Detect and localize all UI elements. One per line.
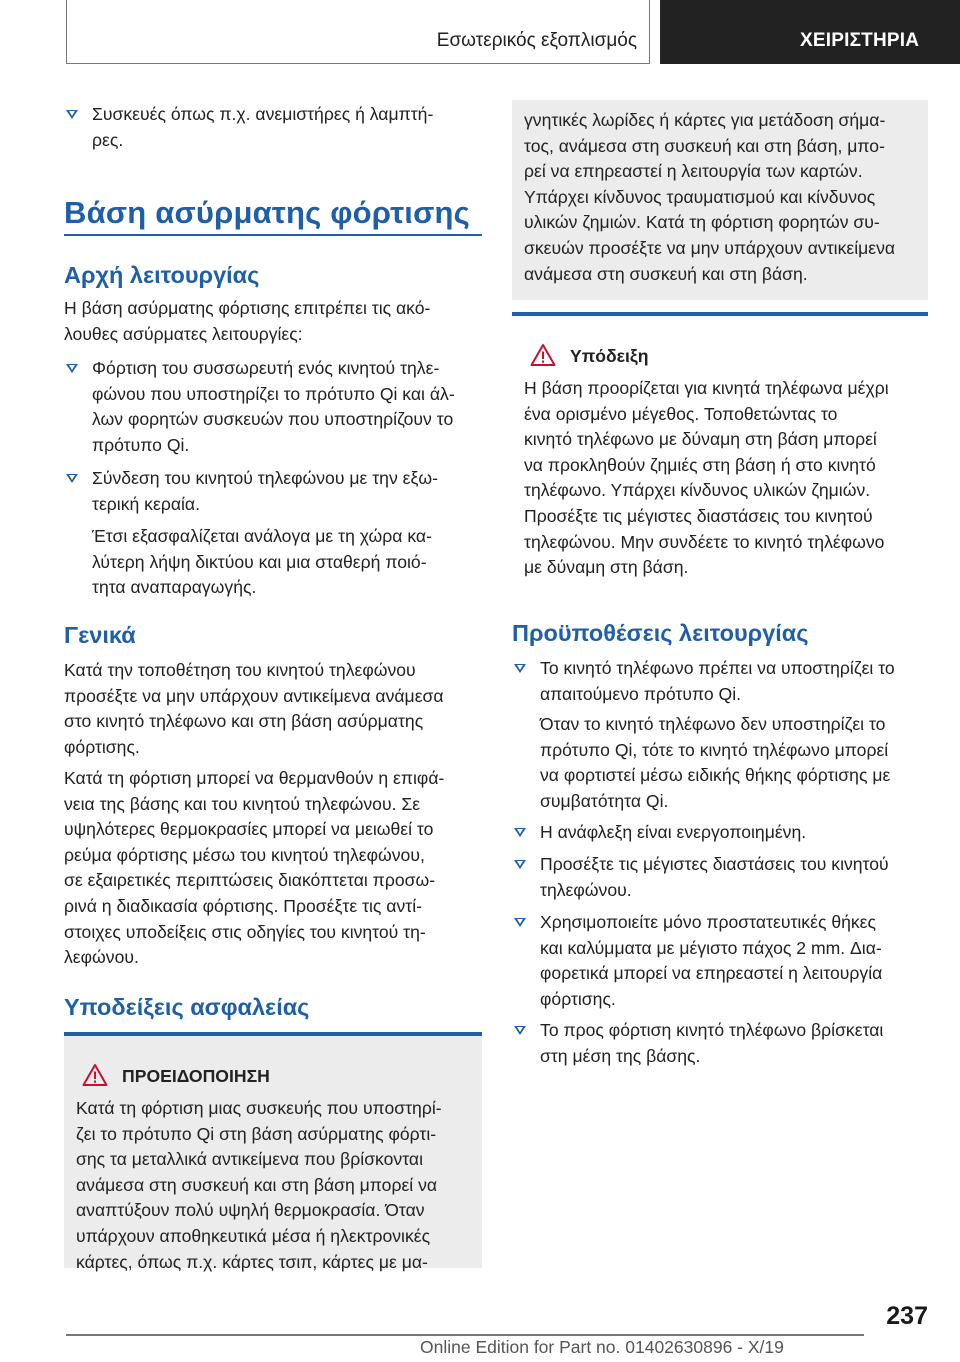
principle-paragraph [64, 296, 482, 347]
list-item [512, 910, 928, 1012]
text-line: σε εξαιρετικές περιπτώσεις διακόπτεται προσω- [64, 870, 436, 891]
header-section-box [66, 0, 650, 64]
text-line: και καλύμματα με μέγιστο πάχος 2 mm. Δια- [540, 937, 882, 958]
section-title: Βάση ασύρματης φόρτισης [64, 195, 470, 230]
text-line: Κατά την τοποθέτηση του κινητού τηλεφώνου [64, 660, 416, 680]
safety-heading: Υποδείξεις ασφαλείας [64, 994, 310, 1020]
list-item-note [64, 524, 482, 601]
principle-heading: Αρχή λειτουργίας [64, 262, 260, 288]
list-item [512, 820, 928, 846]
text-line: πρότυπο Qi. [92, 434, 190, 455]
list-item [64, 102, 482, 153]
text-line: τερική κεραία. [92, 493, 200, 514]
text-line: σης τα μεταλλικά αντικείμενα που βρίσκονται [76, 1149, 424, 1170]
list-item-note [512, 712, 928, 814]
text-line: υψηλότερες θερμοκρασίες μπορεί να μειωθεί το [64, 819, 434, 840]
text-line: συμβατότητα Qi. [540, 790, 669, 811]
text-line: απαιτούμενο πρότυπο Qi. [540, 683, 741, 704]
general-paragraph-2 [64, 766, 482, 971]
bullet-triangle-icon [514, 1026, 526, 1035]
list-item [64, 466, 482, 517]
text-line: Προσέξτε τις μέγιστες διαστάσεις του κινητού [524, 505, 873, 526]
text-line: Συσκευές όπως π.χ. ανεμιστήρες ή λαμπτή- [92, 104, 434, 124]
text-line: να φορτιστεί μέσω ειδικής θήκης φόρτισης με [540, 765, 891, 786]
text-line: φόρτισης. [64, 736, 140, 757]
text-line: υπάρχουν αποθηκευτικά μέσα ή ηλεκτρονικές [76, 1225, 431, 1246]
text-line: Η βάση προορίζεται για κινητά τηλέφωνα μέχρι [524, 378, 889, 398]
text-line: ρες. [92, 129, 124, 150]
text-line: κινητό τηλέφωνο με δύναμη στη βάση μπορεί [524, 429, 877, 450]
text-line: Κατά τη φόρτιση μιας συσκευής που υποστηρί- [76, 1098, 442, 1118]
footer-edition: Online Edition for Part no. 01402630896 - X/19 [420, 1337, 784, 1357]
text-line: τηλεφώνου. [540, 879, 632, 900]
text-line: ένα ορισμένο μέγεθος. Τοποθετώντας το [524, 403, 838, 424]
text-line: λύτερη λήψη δικτύου και μια σταθερή ποιό- [92, 551, 427, 572]
section-title-rule [64, 234, 482, 236]
general-paragraph-1 [64, 658, 482, 760]
note-text [524, 376, 916, 581]
text-line: ρεί να επηρεαστεί η λειτουργία των καρτών. [524, 161, 863, 182]
warning-title: ΠΡΟΕΙΔΟΠΟΙΗΣΗ [122, 1066, 270, 1086]
text-line: τητα αναπαραγωγής. [92, 577, 257, 598]
note-box [512, 312, 928, 586]
list-item [512, 656, 928, 707]
text-line: τηλέφωνο. Υπάρχει κίνδυνος υλικών ζημιών. [524, 480, 871, 501]
text-line: στοιχες υποδείξεις στις οδηγίες του κινητού τη- [64, 921, 426, 942]
text-line: Κατά τη φόρτιση μπορεί να θερμανθούν η επιφά- [64, 768, 445, 788]
warning-title-row [76, 1064, 470, 1088]
text-line: κάρτες, όπως π.χ. κάρτες τσιπ, κάρτες με μα- [76, 1251, 428, 1272]
text-line: Η βάση ασύρματης φόρτισης επιτρέπει τις ακό- [64, 298, 431, 318]
text-line: Προσέξτε τις μέγιστες διαστάσεις του κινητού [540, 854, 889, 874]
text-line: Όταν το κινητό τηλέφωνο δεν υποστηρίζει το [540, 714, 886, 734]
text-line: ανάμεσα στη συσκευή και στη βάση μπορεί να [76, 1174, 438, 1195]
header-section-title: Εσωτερικός εξοπλισμός [436, 30, 637, 51]
text-line: λουθες ασύρματες λειτουργίες: [64, 323, 303, 344]
text-line: στη μέση της βάσης. [540, 1045, 701, 1066]
bullet-triangle-icon [514, 828, 526, 837]
text-line: φώνου που υποστηρίζει το πρότυπο Qi και άλ- [92, 383, 455, 404]
text-line: με δύναμη στη βάση. [524, 557, 689, 578]
bullet-triangle-icon [514, 860, 526, 869]
header-manual-tab [660, 0, 960, 64]
text-line: τηλεφώνου. Μην συνδέετε το κινητό τηλέφωνο [524, 531, 885, 552]
bullet-triangle-icon [66, 110, 78, 119]
page-number: 237 [886, 1302, 928, 1330]
text-line: Φόρτιση του συσσωρευτή ενός κινητού τηλε- [92, 358, 440, 378]
text-line: λεφώνου. [64, 947, 139, 968]
text-line: ρινά η διαδικασία φόρτισης. Προσέξτε τις αντί- [64, 895, 422, 916]
bullet-triangle-icon [514, 664, 526, 673]
text-line: φόρτισης. [540, 988, 616, 1009]
bullet-triangle-icon [66, 364, 78, 373]
text-line: Το προς φόρτιση κινητό τηλέφωνο βρίσκεται [540, 1020, 884, 1040]
warning-triangle-icon [82, 1063, 108, 1087]
text-line: ανάμεσα στη συσκευή και στη βάση. [524, 263, 808, 284]
text-line: Το κινητό τηλέφωνο πρέπει να υποστηρίζει το [540, 658, 895, 678]
note-title: Υπόδειξη [570, 346, 649, 366]
text-line: Έτσι εξασφαλίζεται ανάλογα με τη χώρα κα- [92, 526, 432, 546]
prerequisites-heading: Προϋποθέσεις λειτουργίας [512, 620, 809, 646]
text-line: Η ανάφλεξη είναι ενεργοποιημένη. [540, 822, 807, 842]
bullet-triangle-icon [66, 474, 78, 483]
list-item [512, 1018, 928, 1069]
text-line: προσέξτε να μην υπάρχουν αντικείμενα ανάμεσα [64, 685, 444, 706]
text-line: Υπάρχει κίνδυνος τραυματισμού και κίνδυνος [524, 186, 876, 207]
bullet-triangle-icon [514, 918, 526, 927]
text-line: Χρησιμοποιείτε μόνο προστατευτικές θήκες [540, 912, 877, 932]
list-item [512, 852, 928, 903]
general-heading: Γενικά [64, 622, 136, 648]
text-line: αναπτύξουν πολύ υψηλή θερμοκρασία. Όταν [76, 1200, 425, 1221]
header-manual-title: ΧΕΙΡΙΣΤΗΡΙΑ [800, 30, 920, 51]
text-line: Σύνδεση του κινητού τηλεφώνου με την εξω- [92, 468, 438, 488]
text-line: ζει το πρότυπο Qi στη βάση ασύρματης φόρτι- [76, 1123, 437, 1144]
warning-text-continued [524, 108, 916, 287]
text-line: υλικών ζημιών. Κατά τη φόρτιση φορητών συ- [524, 212, 880, 233]
note-title-row [524, 344, 916, 368]
warning-box [64, 1032, 482, 1272]
text-line: να προκληθούν ζημιές στη βάση ή στο κινητό [524, 454, 876, 475]
text-line: τος, ανάμεσα στη συσκευή και στη βάση, μπο- [524, 135, 885, 156]
text-line: λων φορητών συσκευών που υποστηρίζουν το [92, 409, 454, 430]
text-line: νεια της βάσης και του κινητού τηλεφώνου. Σε [64, 793, 421, 814]
text-line: πρότυπο Qi, τότε το κινητό τηλέφωνο μπορεί [540, 739, 889, 760]
text-line: φορετικά μπορεί να επηρεαστεί η λειτουργία [540, 963, 883, 984]
warning-triangle-icon [530, 343, 556, 367]
warning-text [76, 1096, 470, 1275]
text-line: ρεύμα φόρτισης μέσω του κινητού τηλεφώνου, [64, 844, 425, 865]
text-line: στο κινητό τηλέφωνο και στη βάση ασύρματης [64, 711, 424, 732]
warning-box-continued [512, 100, 928, 300]
text-line: σκευών προσέξτε να μην υπάρχουν αντικείμενα [524, 237, 896, 258]
list-item [64, 356, 482, 458]
text-line: γνητικές λωρίδες ή κάρτες για μετάδοση σήμα- [524, 110, 886, 130]
